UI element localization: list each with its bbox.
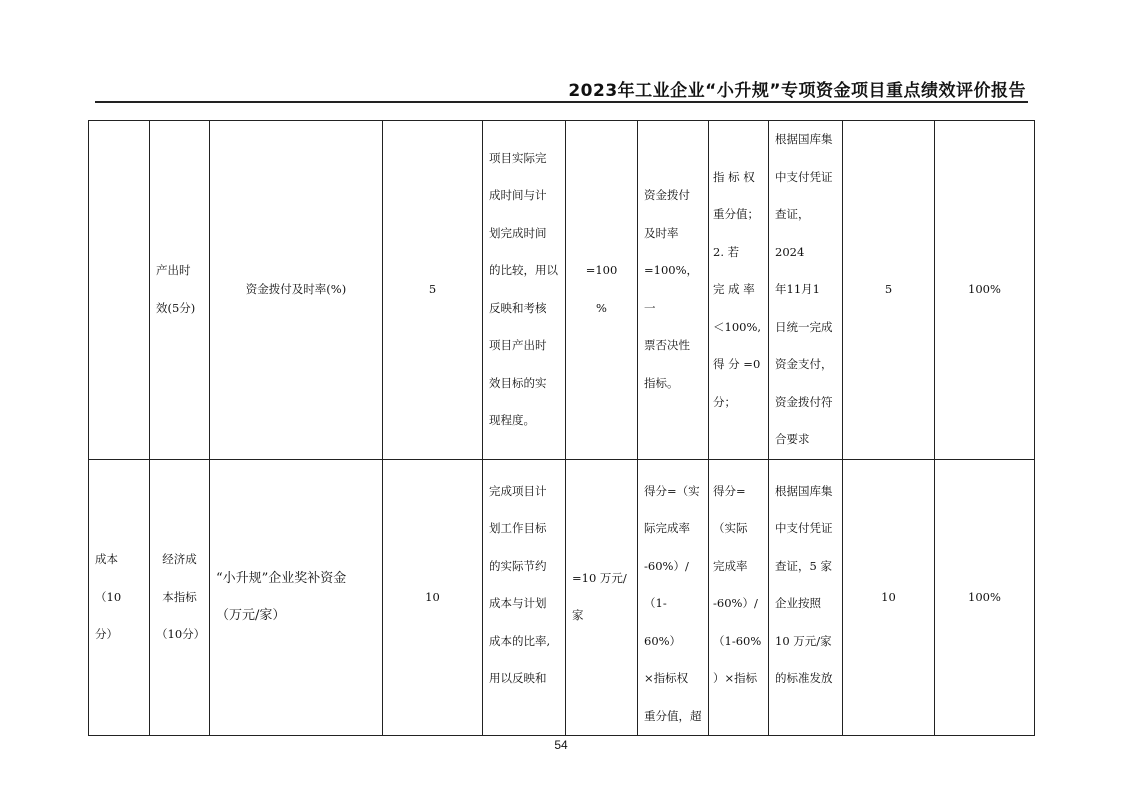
definition-cell: 完成项目计 划工作目标 的实际节约 成本与计划 成本的比率, 用以反映和 — [483, 459, 566, 736]
evaluation-basis-cell: 根据国库集 中支付凭证 查证，2024 年11月1 日统一完成 资金支付， 资金拨付符 合要求 — [769, 121, 843, 460]
report-title: 2023年工业企业“小升规”专项资金项目重点绩效评价报告 — [568, 81, 1026, 101]
completion-rate-cell: 100% — [935, 459, 1035, 736]
performance-indicator-table — [88, 120, 1035, 736]
criteria-cell: 资金拨付 及时率 =100%，一 票否决性 指标。 — [638, 121, 709, 460]
indicator-name-cell: “小升规”企业奖补资金 （万元/家） — [210, 459, 383, 736]
level2-indicator-cell: 经济成 本指标 （10分） — [150, 459, 210, 736]
level1-indicator-cell — [89, 121, 150, 460]
criteria-cell: 得分=（实 际完成率 -60%）/ （1-60%） ×指标权 重分值，超 — [638, 459, 709, 736]
weight-cell: 10 — [383, 459, 483, 736]
scoring-method-cell: 得分= （实际 完成率 -60%）/ （1-60% ）×指标 — [709, 459, 769, 736]
header-divider — [95, 101, 1028, 103]
table-row — [89, 121, 1035, 460]
target-value-cell: =10 万元/ 家 — [566, 459, 638, 736]
level2-indicator-cell: 产出时 效(5分) — [150, 121, 210, 460]
score-cell: 10 — [843, 459, 935, 736]
page-number: 54 — [554, 738, 568, 752]
weight-cell: 5 — [383, 121, 483, 460]
indicator-name-cell: 资金拨付及时率(%) — [210, 121, 383, 460]
score-cell: 5 — [843, 121, 935, 460]
level1-indicator-cell: 成本（10 分） — [89, 459, 150, 736]
table-row — [89, 459, 1035, 736]
evaluation-basis-cell: 根据国库集 中支付凭证 查证，5 家 企业按照 10 万元/家 的标准发放 — [769, 459, 843, 736]
target-value-cell: =100 % — [566, 121, 638, 460]
completion-rate-cell: 100% — [935, 121, 1035, 460]
scoring-method-cell: 指 标 权 重分值； 2. 若 完 成 率 ＜100%, 得 分 =0 分； — [709, 121, 769, 460]
definition-cell: 项目实际完 成时间与计 划完成时间 的比较，用以 反映和考核 项目产出时 效目标的实 现程度。 — [483, 121, 566, 460]
